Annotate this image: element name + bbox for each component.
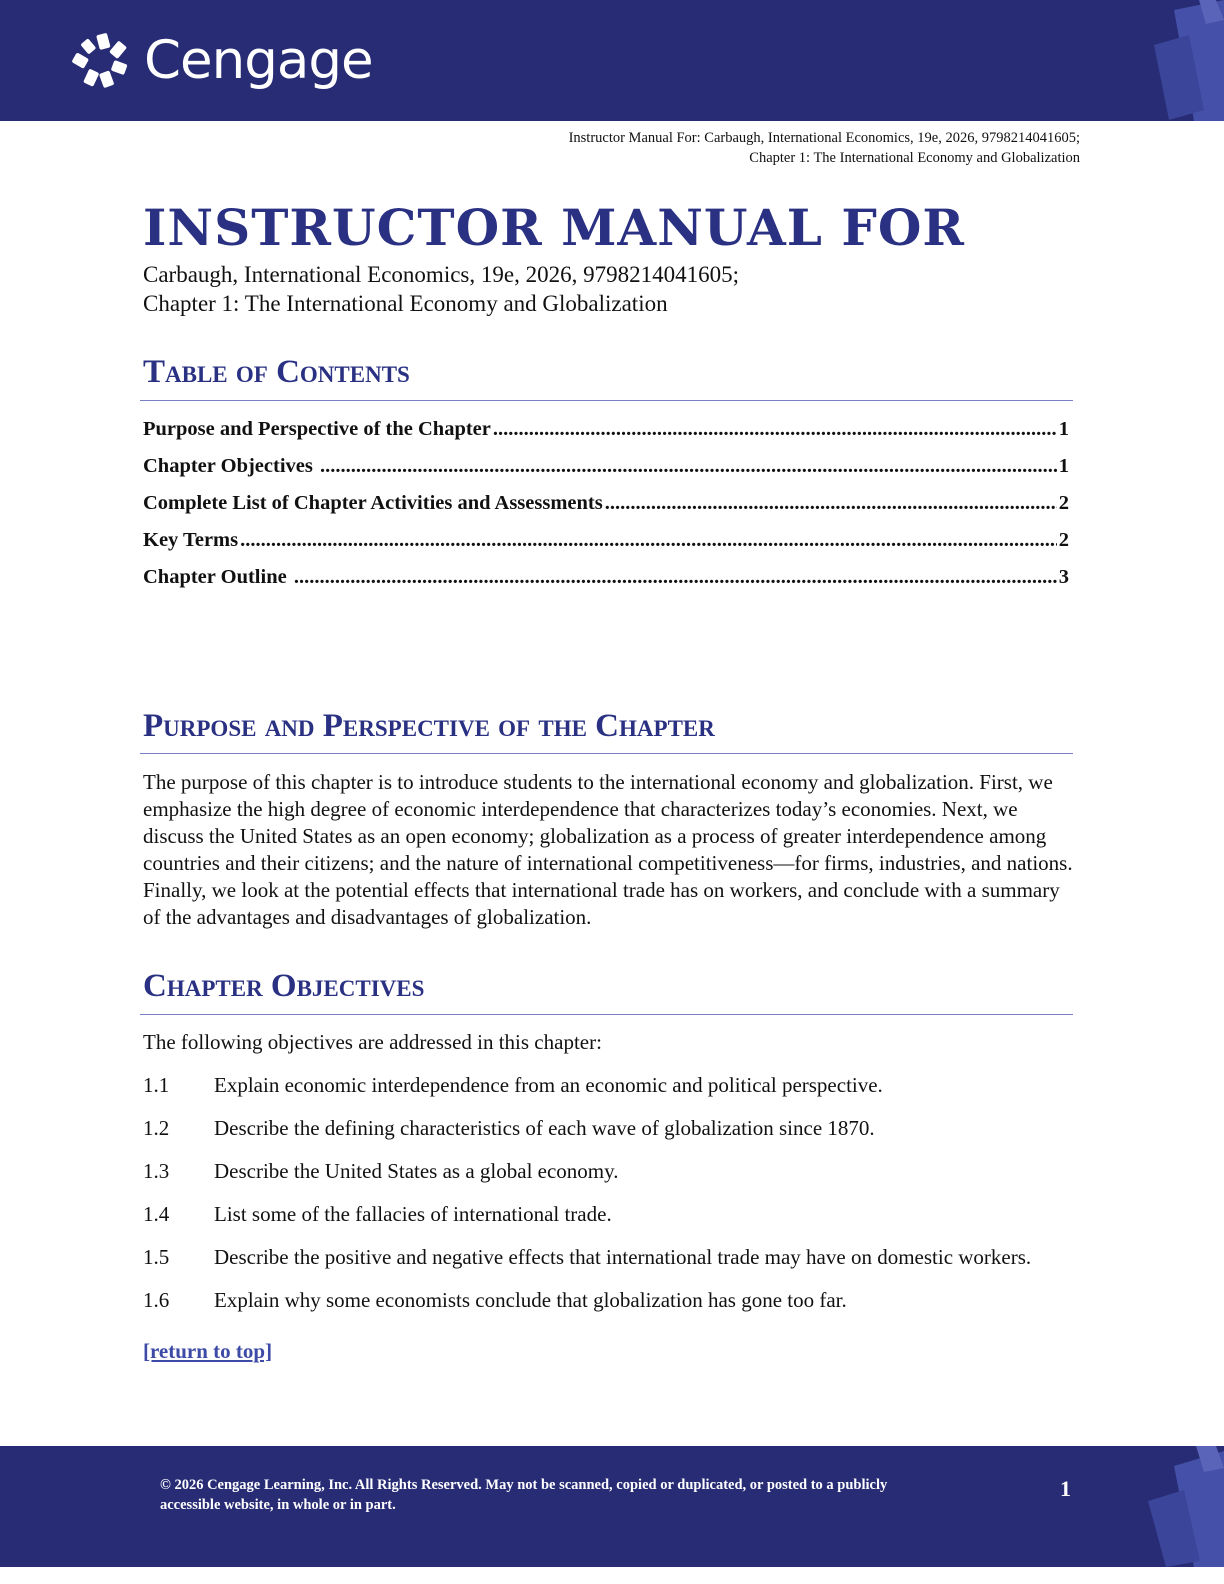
toc-entry-page: 1 (1058, 418, 1069, 440)
header-banner (0, 0, 1224, 121)
objective-item (143, 1073, 1083, 1116)
objective-item (143, 1288, 1083, 1331)
objectives-rule (140, 1014, 1073, 1015)
table-of-contents (143, 418, 1069, 603)
copyright-line1: © 2026 Cengage Learning, Inc. All Rights Reserved. May not be scanned, copied or duplicated, or posted to a publicly (160, 1477, 888, 1493)
purpose-heading: Purpose and Perspective of the Chapter (143, 708, 715, 744)
page-subtitle (143, 260, 739, 318)
toc-entry-page: 2 (1058, 529, 1069, 551)
toc-entry[interactable] (143, 418, 1069, 455)
brand-name: Cengage (144, 30, 373, 91)
toc-heading: Table of Contents (143, 354, 410, 390)
running-head-line1: Instructor Manual For: Carbaugh, International Economics, 19e, 2026, 9798214041605; (568, 130, 1080, 146)
objective-text: Describe the United States as a global economy. (214, 1159, 619, 1183)
objective-number: 1.2 (143, 1116, 170, 1140)
objectives-intro: The following objectives are addressed in this chapter: (143, 1030, 602, 1054)
toc-entry[interactable] (143, 529, 1069, 566)
toc-leader (320, 455, 1057, 478)
objective-number: 1.1 (143, 1073, 170, 1097)
page-title: INSTRUCTOR MANUAL FOR (143, 198, 965, 257)
objective-number: 1.5 (143, 1245, 170, 1269)
toc-leader (294, 566, 1057, 589)
objective-text: Describe the defining characteristics of each wave of globalization since 1870. (214, 1116, 875, 1140)
objective-item (143, 1159, 1083, 1202)
toc-entry-label: Chapter Objectives (143, 455, 318, 477)
objective-text: Describe the positive and negative effects that international trade may have on domestic workers. (214, 1245, 1032, 1269)
objective-text: List some of the fallacies of international trade. (214, 1202, 612, 1226)
toc-entry[interactable] (143, 566, 1069, 603)
toc-entry-label: Chapter Outline (143, 566, 292, 588)
objective-item (143, 1116, 1083, 1159)
toc-leader (493, 418, 1057, 441)
purpose-paragraph: The purpose of this chapter is to introduce students to the international economy and globalization. First, we emphasize the high degree of economic interdependence that characterizes today’s economies. Next, we discuss the United States as an open economy; globalization as a process of greater interdependence among countries and their citizens; and the nature of international competitiveness—for firms, industries, and nations. Finally, we look at the potential effects that international trade has on workers, and conclude with a summary of the advantages and disadvantages of globalization. (143, 770, 1073, 929)
copyright-line2: accessible website, in whole or in part. (160, 1497, 396, 1513)
objectives-list (143, 1073, 1083, 1331)
cengage-logo[interactable] (72, 32, 373, 90)
toc-rule (140, 400, 1073, 401)
toc-entry-label: Complete List of Chapter Activities and Assessments (143, 492, 603, 514)
toc-entry-page: 3 (1058, 566, 1069, 588)
objective-text: Explain economic interdependence from an economic and political perspective. (214, 1073, 883, 1097)
return-to-top-link[interactable]: [return to top] (143, 1339, 273, 1363)
toc-leader (605, 492, 1057, 515)
corner-decoration (1144, 1446, 1224, 1567)
objective-number: 1.3 (143, 1159, 170, 1183)
footer-banner (0, 1446, 1224, 1567)
toc-entry-label: Key Terms (143, 529, 239, 551)
toc-entry-label: Purpose and Perspective of the Chapter (143, 418, 491, 440)
objective-item (143, 1245, 1083, 1288)
subtitle-line2: Chapter 1: The International Economy and Globalization (143, 291, 668, 316)
running-head-line2: Chapter 1: The International Economy and Globalization (749, 150, 1080, 166)
toc-entry[interactable] (143, 492, 1069, 529)
toc-leader (240, 529, 1057, 552)
toc-entry-page: 1 (1058, 455, 1069, 477)
purpose-rule (140, 753, 1073, 754)
corner-decoration (1144, 0, 1224, 121)
objective-number: 1.6 (143, 1288, 170, 1312)
toc-entry[interactable] (143, 455, 1069, 492)
copyright-notice (160, 1475, 960, 1515)
page-number: 1 (1060, 1476, 1071, 1501)
objectives-heading: Chapter Objectives (143, 968, 425, 1004)
objective-item (143, 1202, 1083, 1245)
toc-entry-page: 2 (1058, 492, 1069, 514)
running-head (569, 128, 1080, 168)
subtitle-line1: Carbaugh, International Economics, 19e, 2026, 9798214041605; (143, 262, 739, 287)
cengage-starburst-icon (72, 32, 134, 90)
objective-text: Explain why some economists conclude that globalization has gone too far. (214, 1288, 847, 1312)
objective-number: 1.4 (143, 1202, 170, 1226)
